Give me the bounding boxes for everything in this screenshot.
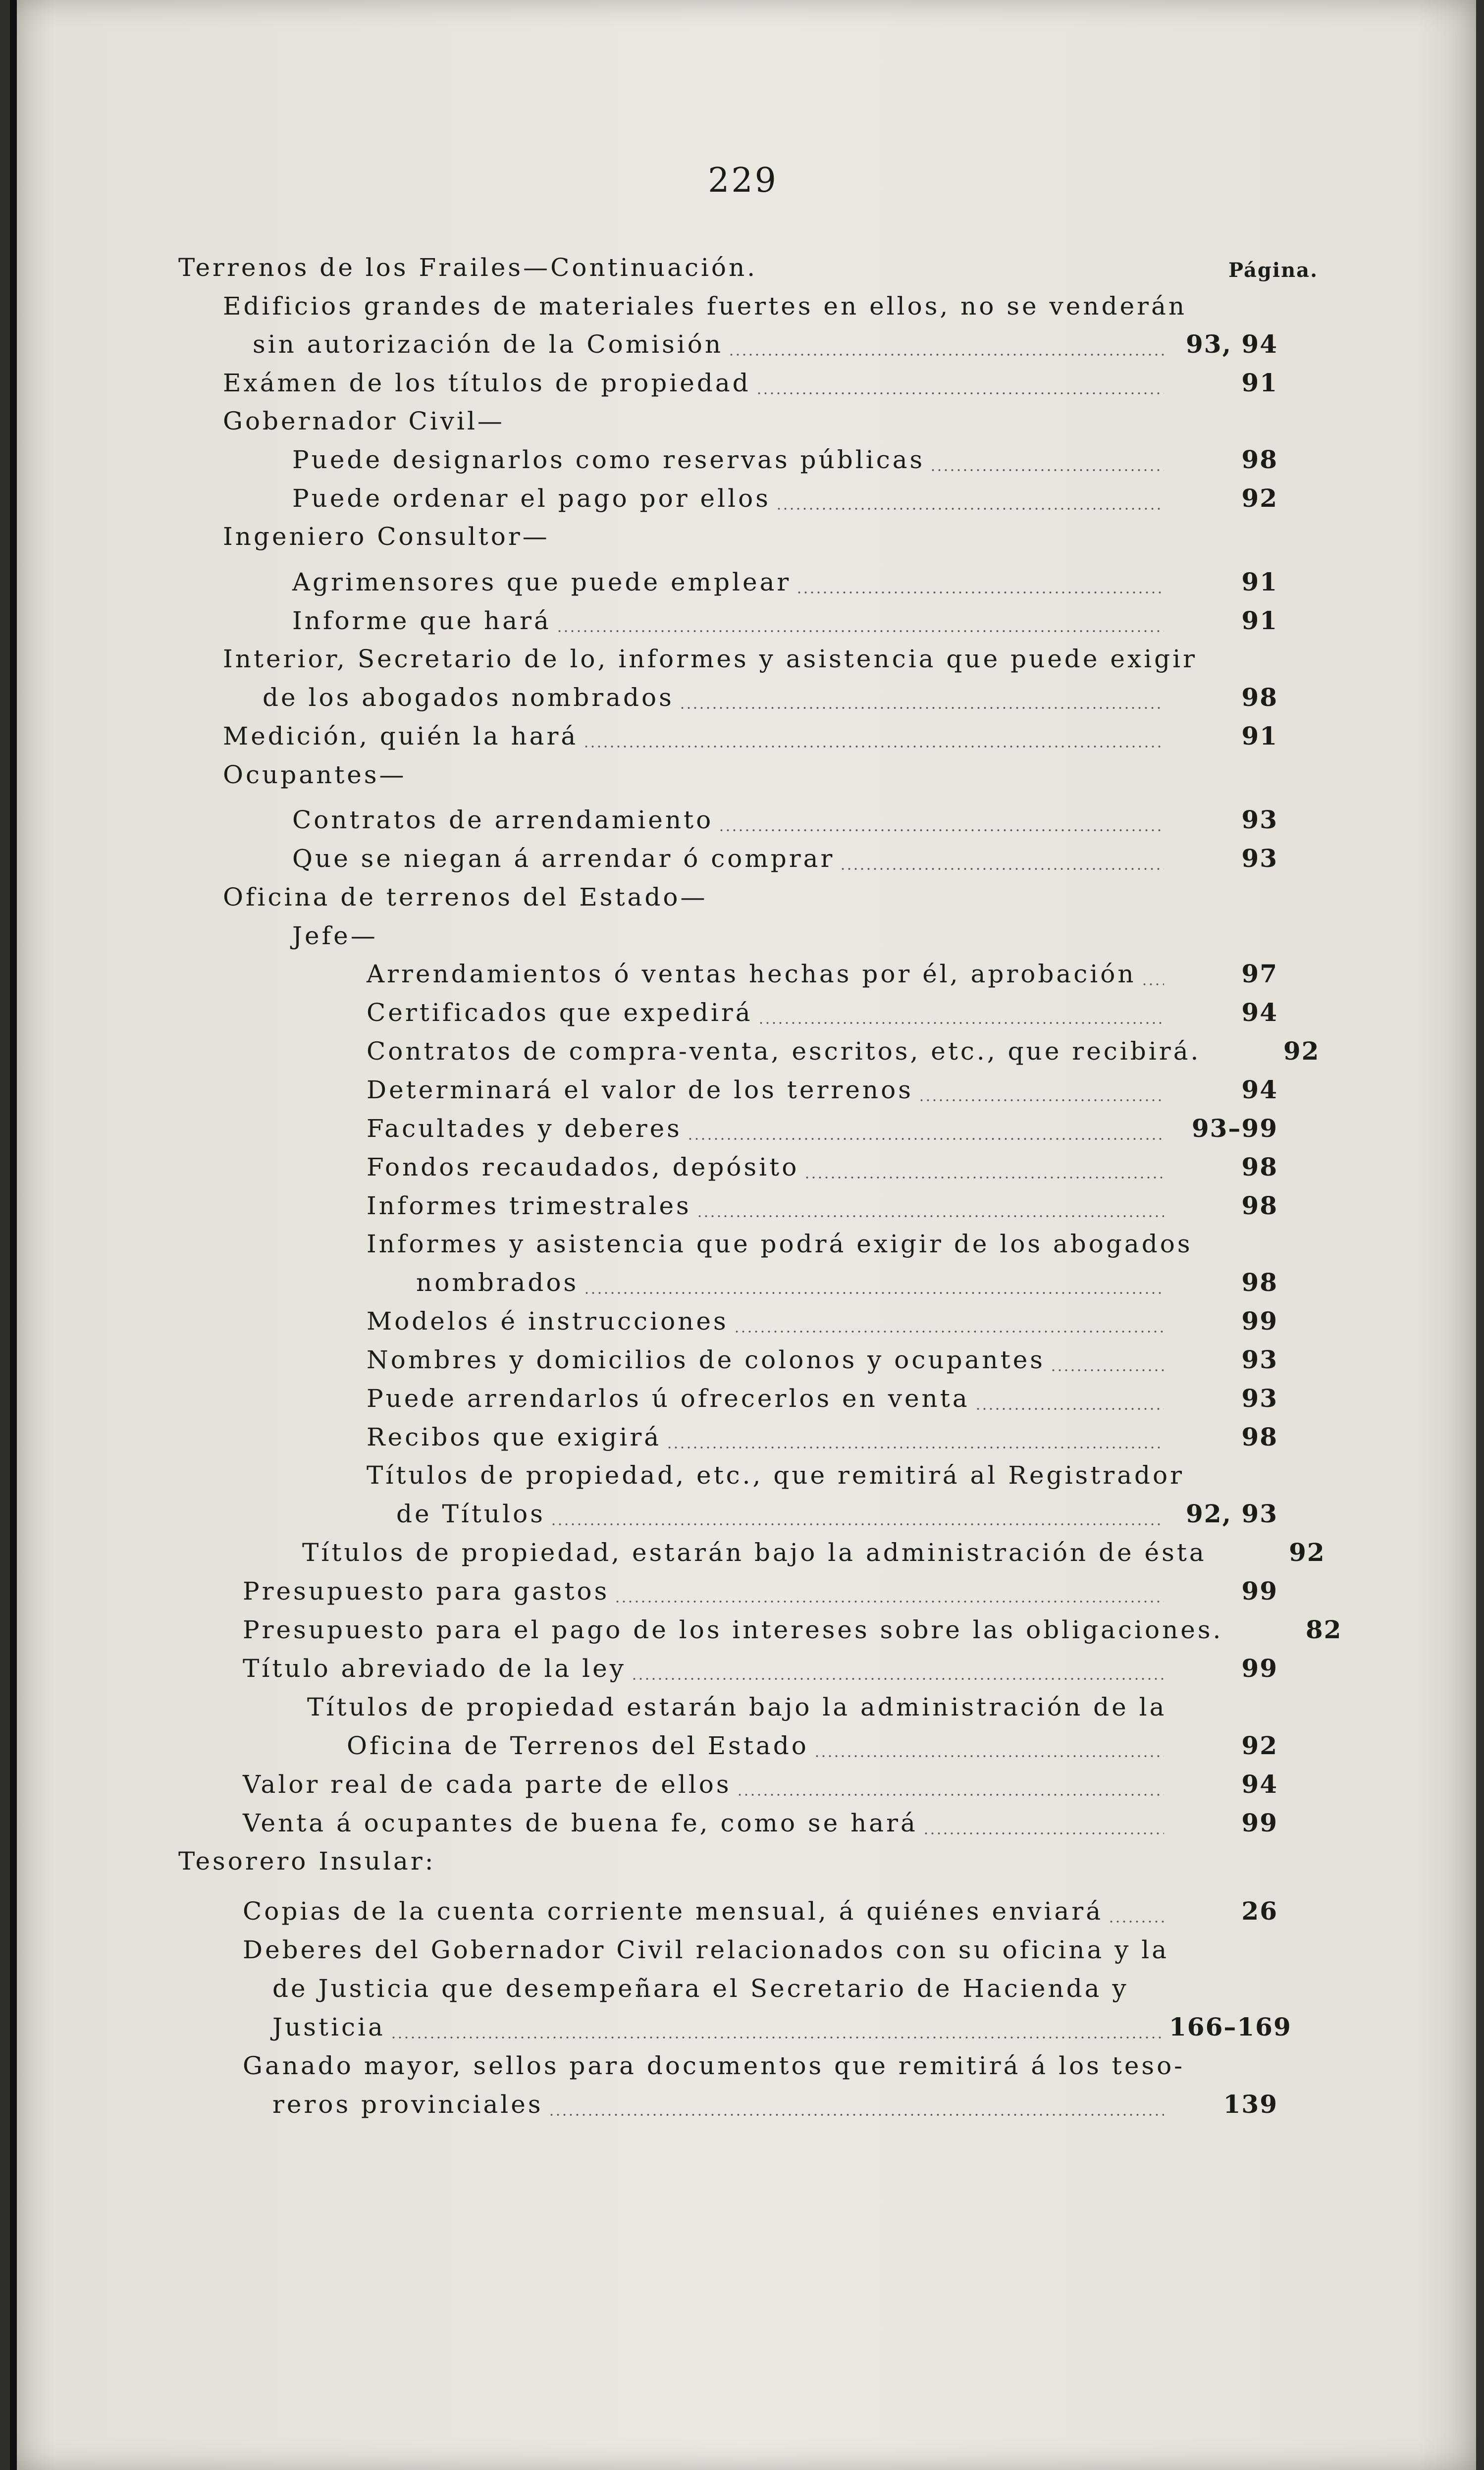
- index-entry: Nombres y domicilios de colonos y ocupantes 93: [367, 1340, 1278, 1380]
- index-entry: Edificios grandes de materiales fuertes en ellos, no se venderán: [223, 292, 1187, 321]
- index-entry: Terrenos de los Frailes—Continuación.: [178, 253, 758, 282]
- index-entry: Presupuesto para el pago de los intereses sobre las obligaciones. 82: [243, 1615, 1342, 1644]
- index-entry: Puede designarlos como reservas públicas 98: [292, 440, 1278, 480]
- index-entry: Ganado mayor, sellos para documentos que remitirá á los teso-: [243, 2051, 1185, 2080]
- index-entry: Valor real de cada parte de ellos 94: [243, 1765, 1278, 1804]
- index-entry: Que se niegan á arrendar ó comprar 93: [292, 839, 1278, 878]
- index-entry: Presupuesto para gastos 99: [243, 1571, 1278, 1611]
- index-entry: Venta á ocupantes de buena fe, como se hará 99: [243, 1803, 1278, 1843]
- index-entry: Títulos de propiedad estarán bajo la administración de la: [307, 1693, 1167, 1721]
- pagina-column-label: Página.: [1228, 259, 1319, 282]
- index-entry: Modelos é instrucciones 99: [367, 1301, 1278, 1341]
- index-entry: nombrados 98: [416, 1263, 1278, 1302]
- index-entry: Títulos de propiedad, etc., que remitirá al Registrador: [367, 1461, 1185, 1490]
- index-entry: sin autorización de la Comisión 93, 94: [253, 324, 1278, 364]
- index-entry: Informe que hará 91: [292, 601, 1278, 641]
- index-entry: Ingeniero Consultor—: [223, 522, 550, 551]
- index-entry: Oficina de Terrenos del Estado 92: [347, 1726, 1278, 1766]
- index-entry: Puede ordenar el pago por ellos 92: [292, 479, 1278, 518]
- index-entry: Arrendamientos ó ventas hechas por él, aprobación 97: [367, 954, 1278, 994]
- index-entry: Interior, Secretario de lo, informes y asistencia que puede exigir: [223, 644, 1198, 673]
- index-entry: Jefe—: [292, 921, 378, 950]
- index-entry: Medición, quién la hará 91: [223, 716, 1278, 756]
- index-entry: reros provinciales 139: [272, 2085, 1278, 2124]
- index-entry: Contratos de arrendamiento 93: [292, 800, 1278, 840]
- index-entry: Recibos que exigirá 98: [367, 1417, 1278, 1457]
- index-entry: Ocupantes—: [223, 760, 407, 789]
- index-entry: Gobernador Civil—: [223, 407, 505, 435]
- index-entry: Título abreviado de la ley 99: [243, 1649, 1278, 1688]
- scanned-page: [10, 0, 1476, 2470]
- index-entry: Oficina de terrenos del Estado—: [223, 883, 708, 912]
- index-entry: Certificados que expedirá 94: [367, 993, 1278, 1032]
- index-entry: Informes trimestrales 98: [367, 1186, 1278, 1226]
- index-entry: de los abogados nombrados 98: [263, 678, 1278, 717]
- index-entry: Agrimensores que puede emplear 91: [292, 562, 1278, 602]
- index-entry: de Títulos 92, 93: [396, 1494, 1278, 1534]
- index-entry: Títulos de propiedad, estarán bajo la administración de ésta 92: [302, 1538, 1325, 1567]
- index-entry: de Justicia que desempeñara el Secretario de Hacienda y: [272, 1974, 1129, 2003]
- index-entry: Informes y asistencia que podrá exigir de los abogados: [367, 1230, 1193, 1258]
- index-entry: Copias de la cuenta corriente mensual, á quiénes enviará 26: [243, 1891, 1278, 1931]
- page-edge: [10, 0, 17, 2470]
- index-entry: Contratos de compra-venta, escritos, etc., que recibirá. 92: [367, 1036, 1320, 1066]
- index-entry: Fondos recaudados, depósito 98: [367, 1147, 1278, 1187]
- index-entry: Justicia 166–169: [272, 2007, 1278, 2047]
- index-entry: Facultades y deberes 93–99: [367, 1109, 1278, 1148]
- index-entry: Exámen de los títulos de propiedad 91: [223, 363, 1278, 403]
- index-entry: Determinará el valor de los terrenos 94: [367, 1070, 1278, 1110]
- index-entry: Puede arrendarlos ú ofrecerlos en venta 93: [367, 1379, 1278, 1418]
- page-number: 229: [708, 161, 778, 200]
- index-entry: Deberes del Gobernador Civil relacionados con su oficina y la: [243, 1935, 1169, 1964]
- index-entry: Tesorero Insular:: [178, 1847, 436, 1876]
